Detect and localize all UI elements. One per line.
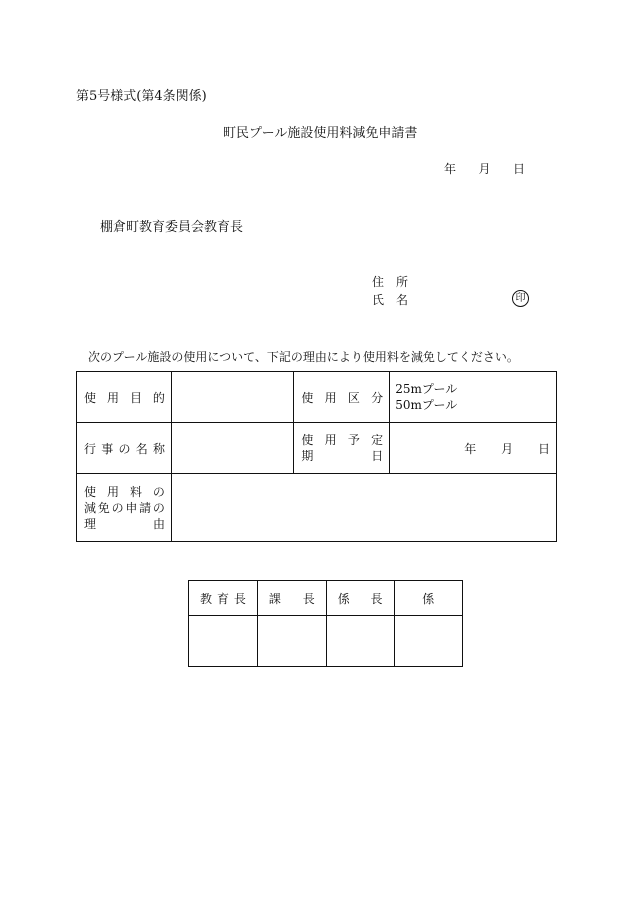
- addressee: 棚倉町教育委員会教育長: [100, 220, 244, 235]
- scheduled-date-label-line1: 使 用 予 定: [301, 433, 384, 447]
- reason-label-line2: 減 免 の 申 請 の: [84, 500, 165, 515]
- name-label: 氏 名: [372, 293, 408, 307]
- purpose-label: 使 用 目 的: [84, 390, 165, 405]
- category-label-cell: [294, 372, 390, 423]
- reason-label-cell: [77, 474, 172, 542]
- scheduled-date-value-cell[interactable]: [390, 423, 557, 474]
- event-name-value-cell[interactable]: [171, 423, 293, 474]
- event-name-label: 行 事 の 名 称: [84, 441, 165, 456]
- application-table: [76, 371, 557, 542]
- address-label: 住 所: [372, 275, 408, 289]
- approval-stamp-box-section-chief[interactable]: [257, 616, 326, 667]
- approval-header-section-chief: 課 長: [257, 581, 326, 616]
- approval-header-superintendent: 教 育 長: [189, 581, 258, 616]
- scheduled-date-value: 年 月 日: [464, 441, 550, 456]
- category-value-cell[interactable]: [390, 372, 557, 423]
- date-day-label: 日: [512, 162, 525, 176]
- approval-stamp-box-superintendent[interactable]: [189, 616, 258, 667]
- date-line: [444, 160, 525, 177]
- event-name-label-cell: [77, 423, 172, 474]
- document-title: 町民プール施設使用料減免申請書: [223, 126, 418, 141]
- reason-label-line3: 理 由: [84, 516, 165, 531]
- scheduled-date-label-cell: [294, 423, 390, 474]
- reason-label-line1: 使 用 料 の: [84, 484, 165, 499]
- reason-value-cell[interactable]: [171, 474, 556, 542]
- category-label: 使 用 区 分: [301, 390, 384, 405]
- approval-header-subsection-chief: 係 長: [326, 581, 394, 616]
- category-option-50m: 50mプール: [395, 398, 458, 412]
- seal-mark: 印: [512, 290, 529, 307]
- request-text: 次のプール施設の使用について、下記の理由により使用料を減免してください。: [88, 350, 519, 364]
- date-year-label: 年: [444, 162, 457, 176]
- approval-stamp-box-subsection-chief[interactable]: [326, 616, 394, 667]
- scheduled-date-label-line2: 期 日: [301, 449, 384, 463]
- form-number: 第5号様式(第4条関係): [76, 89, 207, 104]
- approval-header-staff: 係: [394, 581, 463, 616]
- category-option-25m: 25mプール: [395, 382, 458, 396]
- approval-stamp-table: [188, 580, 463, 667]
- purpose-label-cell: [77, 372, 172, 423]
- date-month-label: 月: [478, 162, 491, 176]
- purpose-value-cell[interactable]: [171, 372, 293, 423]
- approval-stamp-box-staff[interactable]: [394, 616, 463, 667]
